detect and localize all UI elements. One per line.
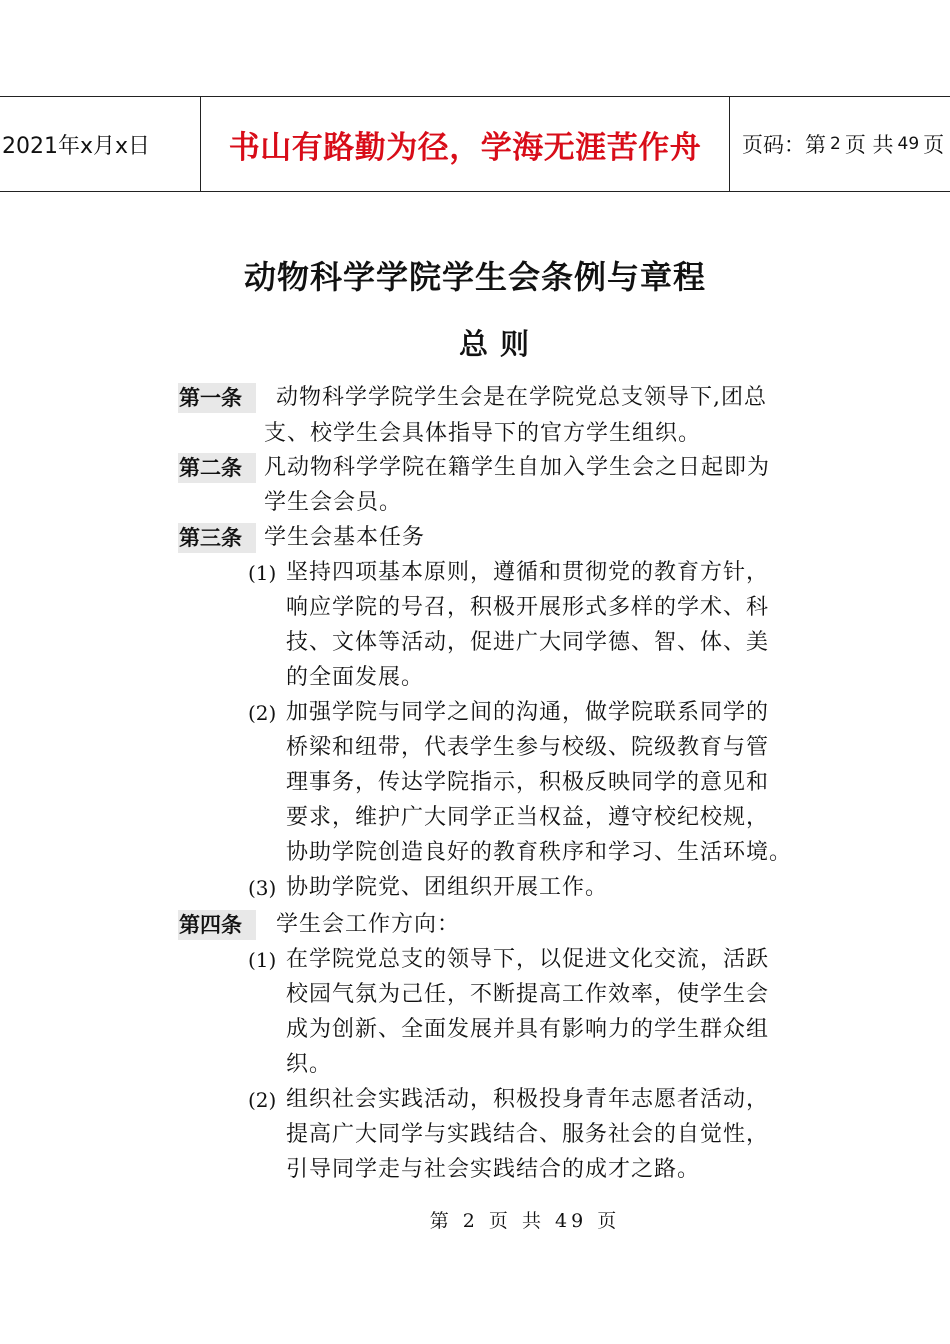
header-page-current: 2 <box>830 134 841 154</box>
list-item-line: 在学院党总支的领导下，以促进文化交流，活跃 <box>286 947 770 972</box>
section-title: 总则 <box>458 327 541 361</box>
article-1-line: 支、校学生会具体指导下的官方学生组织。 <box>264 421 702 446</box>
article-2-line: 学生会会员。 <box>264 490 403 515</box>
list-item-line: 坚持四项基本原则，遵循和贯彻党的教育方针， <box>286 560 770 585</box>
article-3-label: 第三条 <box>178 523 256 553</box>
list-item-mark: (2) <box>248 701 277 725</box>
list-item-line: 协助学院党、团组织开展工作。 <box>286 875 609 900</box>
list-item-mark: (1) <box>248 561 277 585</box>
list-item-line: 的全面发展。 <box>286 665 425 690</box>
page-footer: 第 2 页 共 49 页 <box>429 1210 621 1232</box>
article-4-label: 第四条 <box>178 910 256 940</box>
article-4-heading: 学生会工作方向： <box>276 912 461 937</box>
list-item-line: 协助学院创造良好的教育秩序和学习、生活环境。 <box>286 840 793 865</box>
list-item-line: 成为创新、全面发展并具有影响力的学生群众组 <box>286 1017 770 1042</box>
article-2-label: 第二条 <box>178 453 256 483</box>
header-page-total: 49 <box>897 134 920 154</box>
list-item-line: 组织社会实践活动，积极投身青年志愿者活动， <box>286 1087 770 1112</box>
list-item-line: 引导同学走与社会实践结合的成才之路。 <box>286 1157 701 1182</box>
list-item-line: 织。 <box>286 1052 333 1077</box>
header-page-suffix: 页 <box>923 133 945 157</box>
article-1-label: 第一条 <box>178 383 256 413</box>
article-3-heading: 学生会基本任务 <box>264 525 426 550</box>
list-item-line: 加强学院与同学之间的沟通，做学院联系同学的 <box>286 700 770 725</box>
header-date: 2021年x月x日 <box>2 133 151 159</box>
list-item-line: 响应学院的号召，积极开展形式多样的学术、科 <box>286 595 770 620</box>
document-title: 动物科学学院学生会条例与章程 <box>243 258 706 296</box>
list-item-mark: (1) <box>248 948 277 972</box>
list-item-line: 技、文体等活动，促进广大同学德、智、体、美 <box>286 630 770 655</box>
list-item-line: 要求，维护广大同学正当权益，遵守校纪校规， <box>286 805 770 830</box>
header-page-prefix: 页码：第 <box>742 133 826 157</box>
list-item-mark: (2) <box>248 1088 277 1112</box>
list-item-mark: (3) <box>248 876 277 900</box>
header-motto: 书山有路勤为径，学海无涯苦作舟 <box>200 97 730 191</box>
list-item-line: 桥梁和纽带，代表学生参与校级、院级教育与管 <box>286 735 770 760</box>
list-item-line: 校园气氛为己任，不断提高工作效率，使学生会 <box>286 982 770 1007</box>
header-page-middle: 页 共 <box>844 133 894 157</box>
article-1-line: 动物科学学院学生会是在学院党总支领导下,团总 <box>276 385 767 410</box>
list-item-line: 提高广大同学与实践结合、服务社会的自觉性， <box>286 1122 770 1147</box>
article-2-line: 凡动物科学学院在籍学生自加入学生会之日起即为 <box>264 455 771 480</box>
list-item-line: 理事务，传达学院指示，积极反映同学的意见和 <box>286 770 770 795</box>
